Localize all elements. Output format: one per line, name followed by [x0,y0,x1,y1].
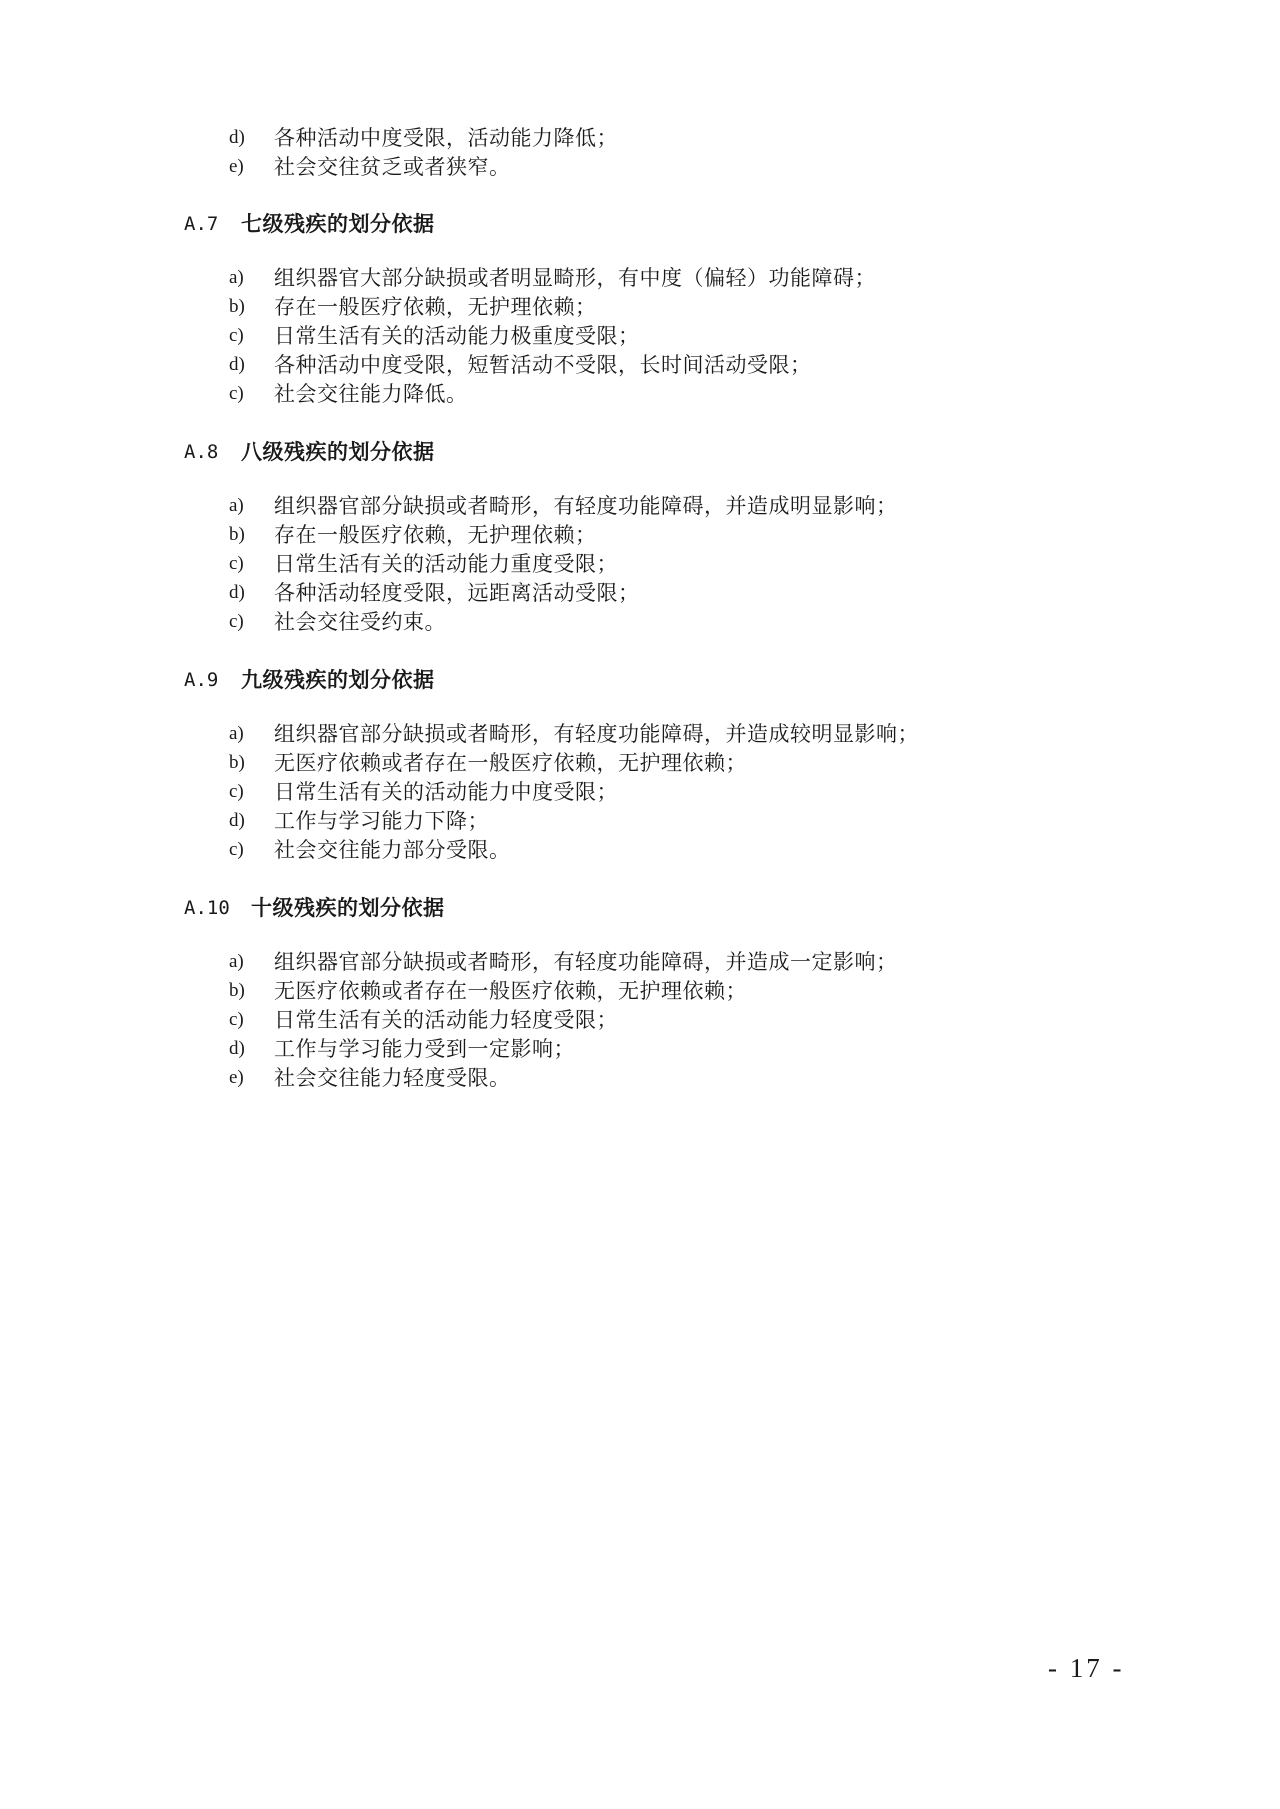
list-marker: e) [229,1067,244,1088]
list-text: 组织器官部分缺损或者畸形，有轻度功能障碍，并造成明显影响； [274,494,898,518]
list-text: 组织器官部分缺损或者畸形，有轻度功能障碍，并造成较明显影响； [274,722,919,746]
list-text: 无医疗依赖或者存在一般医疗依赖，无护理依赖； [274,751,747,775]
list-marker: a) [229,723,244,744]
list-text: 工作与学习能力下降； [274,809,489,833]
list-text: 无医疗依赖或者存在一般医疗依赖，无护理依赖； [274,979,747,1003]
list-text: 各种活动轻度受限，远距离活动受限； [274,581,640,605]
list-marker: c) [229,839,244,860]
list-marker: c) [229,1009,244,1030]
list-marker: d) [229,354,245,375]
list-text: 社会交往能力降低。 [274,382,468,406]
list-text: 日常生活有关的活动能力重度受限； [274,552,618,576]
section-number: A.8 [184,441,219,463]
list-text: 社会交往能力部分受限。 [274,838,511,862]
list-text: 存在一般医疗依赖，无护理依赖； [274,523,597,547]
section-title: 十级残疾的划分依据 [251,896,445,920]
list-marker: a) [229,951,244,972]
list-marker: c) [229,325,244,346]
list-text: 工作与学习能力受到一定影响； [274,1037,575,1061]
list-text: 各种活动中度受限，活动能力降低； [274,126,618,150]
list-marker: b) [229,752,245,773]
list-text: 社会交往受约束。 [274,610,446,634]
section-number: A.9 [184,669,219,691]
list-marker: d) [229,582,245,603]
list-marker: e) [229,156,244,177]
list-marker: b) [229,980,245,1001]
list-marker: d) [229,810,245,831]
list-text: 存在一般医疗依赖，无护理依赖； [274,295,597,319]
list-marker: d) [229,1038,245,1059]
list-marker: a) [229,267,244,288]
list-marker: d) [229,127,245,148]
list-text: 日常生活有关的活动能力轻度受限； [274,1008,618,1032]
list-marker: c) [229,611,244,632]
list-text: 社会交往贫乏或者狭窄。 [274,155,511,179]
section-title: 八级残疾的划分依据 [241,440,435,464]
list-text: 各种活动中度受限，短暂活动不受限，长时间活动受限； [274,353,812,377]
list-marker: b) [229,296,245,317]
list-text: 组织器官大部分缺损或者明显畸形，有中度（偏轻）功能障碍； [274,266,876,290]
list-marker: b) [229,524,245,545]
list-marker: a) [229,495,244,516]
list-marker: c) [229,383,244,404]
section-title: 七级残疾的划分依据 [241,212,435,236]
list-text: 组织器官部分缺损或者畸形，有轻度功能障碍，并造成一定影响； [274,950,898,974]
page-number: - 17 - [1048,1653,1125,1683]
list-marker: c) [229,781,244,802]
section-title: 九级残疾的划分依据 [241,668,435,692]
list-text: 社会交往能力轻度受限。 [274,1066,511,1090]
list-marker: c) [229,553,244,574]
list-text: 日常生活有关的活动能力极重度受限； [274,324,640,348]
list-text: 日常生活有关的活动能力中度受限； [274,780,618,804]
section-number: A.10 [184,897,230,919]
section-number: A.7 [184,213,219,235]
